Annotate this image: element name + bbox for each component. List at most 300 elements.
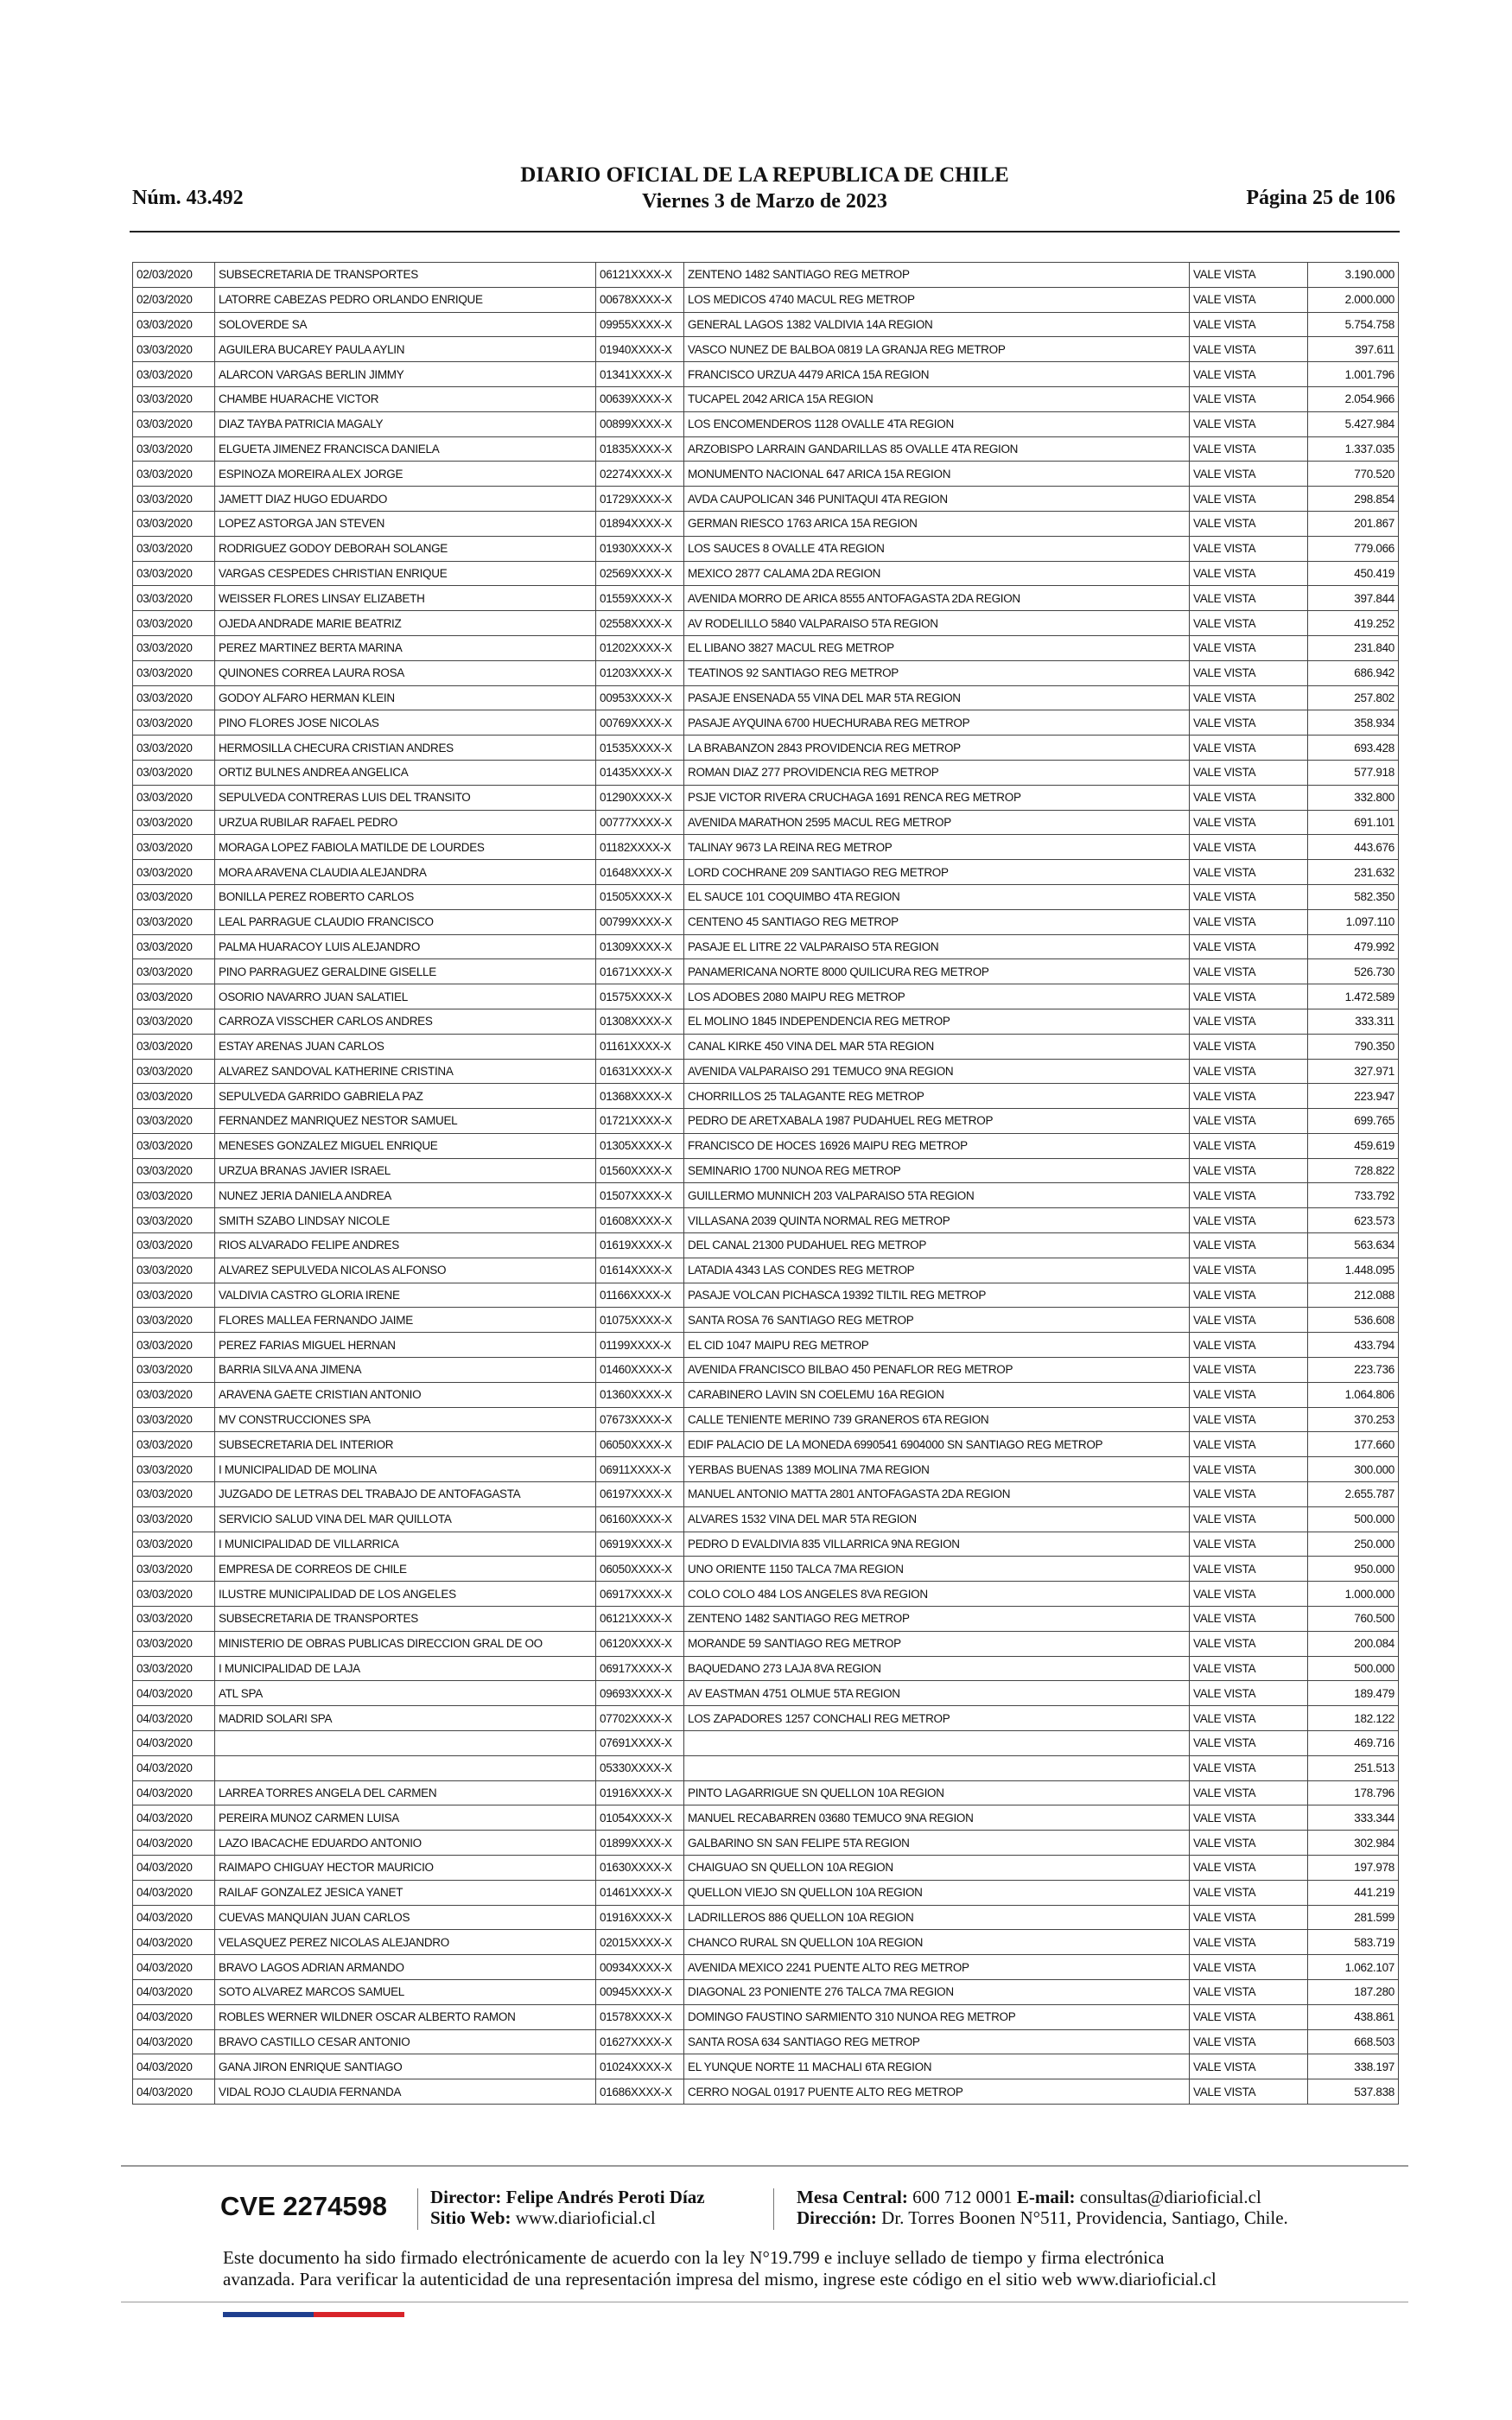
amount-cell: 443.676: [1308, 835, 1399, 860]
payment-method-cell: VALE VISTA: [1190, 835, 1308, 860]
rut-cell: 01630XXXX-X: [596, 1856, 684, 1881]
rut-cell: 01916XXXX-X: [596, 1780, 684, 1805]
table-row: [133, 1631, 1399, 1656]
payment-method-cell: VALE VISTA: [1190, 1532, 1308, 1557]
payments-table-body: [133, 263, 1399, 2105]
director-name: Felipe Andrés Peroti Díaz: [505, 2187, 705, 2207]
address-cell: MANUEL ANTONIO MATTA 2801 ANTOFAGASTA 2DA REGION: [684, 1482, 1190, 1507]
table-row: [133, 736, 1399, 761]
payment-method-cell: VALE VISTA: [1190, 959, 1308, 984]
table-row: [133, 611, 1399, 636]
rut-cell: 06919XXXX-X: [596, 1532, 684, 1557]
amount-cell: 950.000: [1308, 1557, 1399, 1582]
amount-cell: 450.419: [1308, 561, 1399, 586]
payment-method-cell: VALE VISTA: [1190, 287, 1308, 312]
payee-cell: MORAGA LOPEZ FABIOLA MATILDE DE LOURDES: [215, 835, 596, 860]
date-cell: 03/03/2020: [133, 1109, 215, 1134]
payee-cell: ELGUETA JIMENEZ FRANCISCA DANIELA: [215, 436, 596, 462]
amount-cell: 770.520: [1308, 462, 1399, 487]
payee-cell: LOPEZ ASTORGA JAN STEVEN: [215, 511, 596, 536]
address-cell: DEL CANAL 21300 PUDAHUEL REG METROP: [684, 1233, 1190, 1258]
payee-cell: ATL SPA: [215, 1681, 596, 1706]
address-cell: TEATINOS 92 SANTIAGO REG METROP: [684, 660, 1190, 685]
rut-cell: 01721XXXX-X: [596, 1109, 684, 1134]
rut-cell: 01614XXXX-X: [596, 1258, 684, 1283]
payment-method-cell: VALE VISTA: [1190, 1258, 1308, 1283]
footer-separator: [773, 2188, 774, 2230]
address-cell: TUCAPEL 2042 ARICA 15A REGION: [684, 386, 1190, 411]
date-cell: 03/03/2020: [133, 1656, 215, 1681]
payee-cell: PINO PARRAGUEZ GERALDINE GISELLE: [215, 959, 596, 984]
amount-cell: 536.608: [1308, 1308, 1399, 1333]
email-label: E-mail:: [1016, 2187, 1076, 2207]
address-cell: CHORRILLOS 25 TALAGANTE REG METROP: [684, 1084, 1190, 1109]
amount-cell: 1.000.000: [1308, 1582, 1399, 1607]
table-row: [133, 1034, 1399, 1059]
amount-cell: 1.337.035: [1308, 436, 1399, 462]
table-row: [133, 362, 1399, 387]
table-row: [133, 312, 1399, 337]
payee-cell: I MUNICIPALIDAD DE MOLINA: [215, 1457, 596, 1482]
address-cell: GENERAL LAGOS 1382 VALDIVIA 14A REGION: [684, 312, 1190, 337]
payment-method-cell: VALE VISTA: [1190, 611, 1308, 636]
table-row: [133, 710, 1399, 736]
table-row: [133, 1333, 1399, 1358]
rut-cell: 07702XXXX-X: [596, 1706, 684, 1731]
payee-cell: ALARCON VARGAS BERLIN JIMMY: [215, 362, 596, 387]
amount-cell: 397.611: [1308, 337, 1399, 362]
rut-cell: 00953XXXX-X: [596, 685, 684, 710]
address-cell: MORANDE 59 SANTIAGO REG METROP: [684, 1631, 1190, 1656]
address-cell: CALLE TENIENTE MERINO 739 GRANEROS 6TA REGION: [684, 1407, 1190, 1432]
amount-cell: 1.001.796: [1308, 362, 1399, 387]
date-cell: 04/03/2020: [133, 1856, 215, 1881]
amount-cell: 419.252: [1308, 611, 1399, 636]
rut-cell: 06911XXXX-X: [596, 1457, 684, 1482]
cve-code: CVE 2274598: [220, 2191, 388, 2221]
date-cell: 03/03/2020: [133, 1582, 215, 1607]
rut-cell: 01560XXXX-X: [596, 1158, 684, 1183]
payment-method-cell: VALE VISTA: [1190, 1631, 1308, 1656]
payment-method-cell: VALE VISTA: [1190, 1706, 1308, 1731]
date-cell: 03/03/2020: [133, 909, 215, 934]
payee-cell: SEPULVEDA GARRIDO GABRIELA PAZ: [215, 1084, 596, 1109]
payee-cell: RAIMAPO CHIGUAY HECTOR MAURICIO: [215, 1856, 596, 1881]
address-cell: SANTA ROSA 634 SANTIAGO REG METROP: [684, 2029, 1190, 2054]
rut-cell: 01054XXXX-X: [596, 1805, 684, 1831]
payments-table: [132, 262, 1399, 2105]
date-cell: 03/03/2020: [133, 462, 215, 487]
table-row: [133, 1482, 1399, 1507]
payment-method-cell: VALE VISTA: [1190, 909, 1308, 934]
rut-cell: 06197XXXX-X: [596, 1482, 684, 1507]
address-value: Dr. Torres Boonen N°511, Providencia, Santiago, Chile.: [881, 2207, 1288, 2228]
date-cell: 04/03/2020: [133, 1979, 215, 2004]
payee-cell: VALDIVIA CASTRO GLORIA IRENE: [215, 1283, 596, 1308]
table-row: [133, 860, 1399, 885]
date-cell: 03/03/2020: [133, 1482, 215, 1507]
amount-cell: 790.350: [1308, 1034, 1399, 1059]
address-cell: PEDRO DE ARETXABALA 1987 PUDAHUEL REG METROP: [684, 1109, 1190, 1134]
date-cell: 03/03/2020: [133, 1432, 215, 1457]
payee-cell: BRAVO LAGOS ADRIAN ARMANDO: [215, 1955, 596, 1980]
amount-cell: 231.840: [1308, 635, 1399, 660]
amount-cell: 2.054.966: [1308, 386, 1399, 411]
payment-method-cell: VALE VISTA: [1190, 1506, 1308, 1532]
date-cell: 04/03/2020: [133, 1955, 215, 1980]
amount-cell: 302.984: [1308, 1831, 1399, 1856]
payment-method-cell: VALE VISTA: [1190, 511, 1308, 536]
contact-info: [797, 2187, 1288, 2228]
amount-cell: 300.000: [1308, 1457, 1399, 1482]
rut-cell: 01460XXXX-X: [596, 1358, 684, 1383]
payee-cell: MV CONSTRUCCIONES SPA: [215, 1407, 596, 1432]
date-cell: 03/03/2020: [133, 1158, 215, 1183]
rut-cell: 01505XXXX-X: [596, 884, 684, 909]
address-cell: FRANCISCO URZUA 4479 ARICA 15A REGION: [684, 362, 1190, 387]
phone-number: 600 712 0001: [912, 2187, 1013, 2207]
date-cell: 03/03/2020: [133, 1233, 215, 1258]
payee-cell: SEPULVEDA CONTRERAS LUIS DEL TRANSITO: [215, 785, 596, 810]
payee-cell: ILUSTRE MUNICIPALIDAD DE LOS ANGELES: [215, 1582, 596, 1607]
payee-cell: HERMOSILLA CHECURA CRISTIAN ANDRES: [215, 736, 596, 761]
rut-cell: 01435XXXX-X: [596, 760, 684, 785]
amount-cell: 212.088: [1308, 1283, 1399, 1308]
address-cell: MEXICO 2877 CALAMA 2DA REGION: [684, 561, 1190, 586]
amount-cell: 479.992: [1308, 934, 1399, 959]
rut-cell: 01899XXXX-X: [596, 1831, 684, 1856]
date-cell: 03/03/2020: [133, 860, 215, 885]
payment-method-cell: VALE VISTA: [1190, 1382, 1308, 1407]
payment-method-cell: VALE VISTA: [1190, 462, 1308, 487]
amount-cell: 397.844: [1308, 586, 1399, 611]
payee-cell: [215, 1731, 596, 1756]
payment-method-cell: VALE VISTA: [1190, 386, 1308, 411]
amount-cell: 583.719: [1308, 1930, 1399, 1955]
address-cell: PASAJE VOLCAN PICHASCA 19392 TILTIL REG METROP: [684, 1283, 1190, 1308]
table-row: [133, 2004, 1399, 2029]
payee-cell: SUBSECRETARIA DE TRANSPORTES: [215, 263, 596, 288]
payee-cell: URZUA RUBILAR RAFAEL PEDRO: [215, 810, 596, 835]
address-cell: AVENIDA MORRO DE ARICA 8555 ANTOFAGASTA 2DA REGION: [684, 586, 1190, 611]
table-row: [133, 810, 1399, 835]
payee-cell: NUNEZ JERIA DANIELA ANDREA: [215, 1183, 596, 1208]
payment-method-cell: VALE VISTA: [1190, 1308, 1308, 1333]
payment-method-cell: VALE VISTA: [1190, 337, 1308, 362]
address-cell: EDIF PALACIO DE LA MONEDA 6990541 6904000 SN SANTIAGO REG METROP: [684, 1432, 1190, 1457]
payment-method-cell: VALE VISTA: [1190, 1208, 1308, 1233]
table-row: [133, 1059, 1399, 1084]
payee-cell: VELASQUEZ PEREZ NICOLAS ALEJANDRO: [215, 1930, 596, 1955]
date-cell: 03/03/2020: [133, 586, 215, 611]
rut-cell: 09955XXXX-X: [596, 312, 684, 337]
address-cell: AV EASTMAN 4751 OLMUE 5TA REGION: [684, 1681, 1190, 1706]
payee-cell: DIAZ TAYBA PATRICIA MAGALY: [215, 411, 596, 436]
rut-cell: 01575XXXX-X: [596, 984, 684, 1009]
email-link[interactable]: consultas@diarioficial.cl: [1079, 2187, 1261, 2207]
table-row: [133, 835, 1399, 860]
address-cell: CANAL KIRKE 450 VINA DEL MAR 5TA REGION: [684, 1034, 1190, 1059]
table-row: [133, 337, 1399, 362]
date-cell: 03/03/2020: [133, 1208, 215, 1233]
payee-cell: QUINONES CORREA LAURA ROSA: [215, 660, 596, 685]
date-cell: 03/03/2020: [133, 835, 215, 860]
rut-cell: 01631XXXX-X: [596, 1059, 684, 1084]
payment-method-cell: VALE VISTA: [1190, 1183, 1308, 1208]
table-row: [133, 959, 1399, 984]
page-header: [130, 162, 1400, 223]
address-cell: LOS SAUCES 8 OVALLE 4TA REGION: [684, 536, 1190, 561]
date-cell: 04/03/2020: [133, 1831, 215, 1856]
address-cell: UNO ORIENTE 1150 TALCA 7MA REGION: [684, 1557, 1190, 1582]
date-cell: 04/03/2020: [133, 1681, 215, 1706]
payee-cell: [215, 1755, 596, 1780]
amount-cell: 370.253: [1308, 1407, 1399, 1432]
payment-method-cell: VALE VISTA: [1190, 1283, 1308, 1308]
payment-method-cell: VALE VISTA: [1190, 411, 1308, 436]
payee-cell: PEREZ FARIAS MIGUEL HERNAN: [215, 1333, 596, 1358]
amount-cell: 223.947: [1308, 1084, 1399, 1109]
rut-cell: 01308XXXX-X: [596, 1009, 684, 1034]
address-cell: AVENIDA FRANCISCO BILBAO 450 PENAFLOR REG METROP: [684, 1358, 1190, 1383]
payee-cell: VIDAL ROJO CLAUDIA FERNANDA: [215, 2079, 596, 2105]
date-cell: 04/03/2020: [133, 2054, 215, 2079]
address-cell: DIAGONAL 23 PONIENTE 276 TALCA 7MA REGION: [684, 1979, 1190, 2004]
rut-cell: 01075XXXX-X: [596, 1308, 684, 1333]
rut-cell: 02015XXXX-X: [596, 1930, 684, 1955]
amount-cell: 338.197: [1308, 2054, 1399, 2079]
address-cell: EL SAUCE 101 COQUIMBO 4TA REGION: [684, 884, 1190, 909]
date-cell: 03/03/2020: [133, 536, 215, 561]
rut-cell: 01559XXXX-X: [596, 586, 684, 611]
payee-cell: EMPRESA DE CORREOS DE CHILE: [215, 1557, 596, 1582]
amount-cell: 686.942: [1308, 660, 1399, 685]
address-cell: AVENIDA VALPARAISO 291 TEMUCO 9NA REGION: [684, 1059, 1190, 1084]
date-cell: 03/03/2020: [133, 1133, 215, 1158]
table-row: [133, 561, 1399, 586]
rut-cell: 01182XXXX-X: [596, 835, 684, 860]
address-cell: LORD COCHRANE 209 SANTIAGO REG METROP: [684, 860, 1190, 885]
table-row: [133, 287, 1399, 312]
address-cell: EL YUNQUE NORTE 11 MACHALI 6TA REGION: [684, 2054, 1190, 2079]
amount-cell: 333.344: [1308, 1805, 1399, 1831]
payee-cell: MADRID SOLARI SPA: [215, 1706, 596, 1731]
issue-number: Núm. 43.492: [132, 187, 244, 209]
payment-method-cell: VALE VISTA: [1190, 736, 1308, 761]
payee-cell: BONILLA PEREZ ROBERTO CARLOS: [215, 884, 596, 909]
table-row: [133, 1084, 1399, 1109]
rut-cell: 01619XXXX-X: [596, 1233, 684, 1258]
date-cell: 03/03/2020: [133, 685, 215, 710]
address-cell: MANUEL RECABARREN 03680 TEMUCO 9NA REGION: [684, 1805, 1190, 1831]
payment-method-cell: VALE VISTA: [1190, 1880, 1308, 1905]
table-row: [133, 1880, 1399, 1905]
date-cell: 03/03/2020: [133, 1333, 215, 1358]
payee-cell: BRAVO CASTILLO CESAR ANTONIO: [215, 2029, 596, 2054]
rut-cell: 01507XXXX-X: [596, 1183, 684, 1208]
table-row: [133, 1158, 1399, 1183]
publication-title: DIARIO OFICIAL DE LA REPUBLICA DE CHILE: [520, 163, 1009, 187]
payee-cell: ESPINOZA MOREIRA ALEX JORGE: [215, 462, 596, 487]
rut-cell: 06917XXXX-X: [596, 1582, 684, 1607]
payment-method-cell: VALE VISTA: [1190, 1557, 1308, 1582]
date-cell: 03/03/2020: [133, 1457, 215, 1482]
date-cell: 03/03/2020: [133, 561, 215, 586]
date-cell: 03/03/2020: [133, 1557, 215, 1582]
date-cell: 03/03/2020: [133, 760, 215, 785]
address-cell: [684, 1755, 1190, 1780]
date-cell: 03/03/2020: [133, 1631, 215, 1656]
director-info: [430, 2187, 705, 2228]
amount-cell: 500.000: [1308, 1506, 1399, 1532]
date-cell: 03/03/2020: [133, 884, 215, 909]
flag-stripe-red: [314, 2312, 404, 2317]
date-cell: 03/03/2020: [133, 1382, 215, 1407]
amount-cell: 358.934: [1308, 710, 1399, 736]
payee-cell: SUBSECRETARIA DE TRANSPORTES: [215, 1607, 596, 1632]
date-cell: 04/03/2020: [133, 1755, 215, 1780]
payment-method-cell: VALE VISTA: [1190, 660, 1308, 685]
table-row: [133, 2054, 1399, 2079]
rut-cell: 01940XXXX-X: [596, 337, 684, 362]
website-label: Sitio Web:: [430, 2207, 511, 2228]
table-row: [133, 1432, 1399, 1457]
rut-cell: 01648XXXX-X: [596, 860, 684, 885]
amount-cell: 2.655.787: [1308, 1482, 1399, 1507]
legal-notice-line: avanzada. Para verificar la autenticidad de una representación impresa del mismo, ingrese este código en el sitio web www.diarioficial.cl: [223, 2269, 1217, 2289]
address-cell: FRANCISCO DE HOCES 16926 MAIPU REG METROP: [684, 1133, 1190, 1158]
address-cell: DOMINGO FAUSTINO SARMIENTO 310 NUNOA REG METROP: [684, 2004, 1190, 2029]
table-row: [133, 1109, 1399, 1134]
flag-stripe-blue: [223, 2312, 314, 2317]
table-row: [133, 1780, 1399, 1805]
address-cell: AVENIDA MEXICO 2241 PUENTE ALTO REG METROP: [684, 1955, 1190, 1980]
payment-method-cell: VALE VISTA: [1190, 1407, 1308, 1432]
address-cell: ARZOBISPO LARRAIN GANDARILLAS 85 OVALLE 4TA REGION: [684, 436, 1190, 462]
address-cell: PINTO LAGARRIGUE SN QUELLON 10A REGION: [684, 1780, 1190, 1805]
date-cell: 03/03/2020: [133, 1183, 215, 1208]
payment-method-cell: VALE VISTA: [1190, 1432, 1308, 1457]
website-link[interactable]: www.diarioficial.cl: [515, 2207, 656, 2228]
date-cell: 03/03/2020: [133, 337, 215, 362]
date-cell: 04/03/2020: [133, 1805, 215, 1831]
payment-method-cell: VALE VISTA: [1190, 1780, 1308, 1805]
rut-cell: 06917XXXX-X: [596, 1656, 684, 1681]
table-row: [133, 1805, 1399, 1831]
amount-cell: 699.765: [1308, 1109, 1399, 1134]
payment-method-cell: VALE VISTA: [1190, 1133, 1308, 1158]
rut-cell: 00899XXXX-X: [596, 411, 684, 436]
table-row: [133, 2079, 1399, 2105]
date-cell: 03/03/2020: [133, 1308, 215, 1333]
amount-cell: 433.794: [1308, 1333, 1399, 1358]
table-row: [133, 984, 1399, 1009]
payee-cell: URZUA BRANAS JAVIER ISRAEL: [215, 1158, 596, 1183]
payee-cell: GODOY ALFARO HERMAN KLEIN: [215, 685, 596, 710]
table-row: [133, 1681, 1399, 1706]
address-cell: ZENTENO 1482 SANTIAGO REG METROP: [684, 1607, 1190, 1632]
amount-cell: 1.064.806: [1308, 1382, 1399, 1407]
payee-cell: LATORRE CABEZAS PEDRO ORLANDO ENRIQUE: [215, 287, 596, 312]
date-cell: 03/03/2020: [133, 1084, 215, 1109]
address-cell: CERRO NOGAL 01917 PUENTE ALTO REG METROP: [684, 2079, 1190, 2105]
table-row: [133, 1382, 1399, 1407]
rut-cell: 00934XXXX-X: [596, 1955, 684, 1980]
table-row: [133, 909, 1399, 934]
table-row: [133, 1706, 1399, 1731]
payment-method-cell: VALE VISTA: [1190, 2029, 1308, 2054]
payee-cell: JUZGADO DE LETRAS DEL TRABAJO DE ANTOFAGASTA: [215, 1482, 596, 1507]
amount-cell: 733.792: [1308, 1183, 1399, 1208]
date-cell: 03/03/2020: [133, 810, 215, 835]
amount-cell: 250.000: [1308, 1532, 1399, 1557]
rut-cell: 01202XXXX-X: [596, 635, 684, 660]
table-row: [133, 1955, 1399, 1980]
amount-cell: 668.503: [1308, 2029, 1399, 2054]
payment-method-cell: VALE VISTA: [1190, 1731, 1308, 1756]
table-row: [133, 1557, 1399, 1582]
date-cell: 03/03/2020: [133, 1258, 215, 1283]
table-row: [133, 511, 1399, 536]
payment-method-cell: VALE VISTA: [1190, 1482, 1308, 1507]
date-cell: 04/03/2020: [133, 1706, 215, 1731]
table-row: [133, 1283, 1399, 1308]
table-row: [133, 2029, 1399, 2054]
rut-cell: 01535XXXX-X: [596, 736, 684, 761]
table-row: [133, 1208, 1399, 1233]
payment-method-cell: VALE VISTA: [1190, 1233, 1308, 1258]
rut-cell: 01166XXXX-X: [596, 1283, 684, 1308]
footer-divider-top: [121, 2165, 1408, 2167]
table-row: [133, 1656, 1399, 1681]
rut-cell: 07691XXXX-X: [596, 1731, 684, 1756]
payment-method-cell: VALE VISTA: [1190, 1905, 1308, 1930]
payee-cell: ALVAREZ SANDOVAL KATHERINE CRISTINA: [215, 1059, 596, 1084]
table-row: [133, 1532, 1399, 1557]
amount-cell: 459.619: [1308, 1133, 1399, 1158]
rut-cell: 00777XXXX-X: [596, 810, 684, 835]
address-cell: ALVARES 1532 VINA DEL MAR 5TA REGION: [684, 1506, 1190, 1532]
header-divider: [130, 231, 1400, 232]
address-cell: TALINAY 9673 LA REINA REG METROP: [684, 835, 1190, 860]
date-cell: 04/03/2020: [133, 2004, 215, 2029]
amount-cell: 187.280: [1308, 1979, 1399, 2004]
date-cell: 03/03/2020: [133, 386, 215, 411]
payee-cell: I MUNICIPALIDAD DE VILLARRICA: [215, 1532, 596, 1557]
table-row: [133, 436, 1399, 462]
date-cell: 03/03/2020: [133, 411, 215, 436]
payee-cell: ROBLES WERNER WILDNER OSCAR ALBERTO RAMON: [215, 2004, 596, 2029]
amount-cell: 178.796: [1308, 1780, 1399, 1805]
legal-notice: [223, 2247, 1312, 2290]
address-cell: PASAJE EL LITRE 22 VALPARAISO 5TA REGION: [684, 934, 1190, 959]
address-cell: GALBARINO SN SAN FELIPE 5TA REGION: [684, 1831, 1190, 1856]
address-cell: [684, 1731, 1190, 1756]
amount-cell: 691.101: [1308, 810, 1399, 835]
address-cell: LOS ADOBES 2080 MAIPU REG METROP: [684, 984, 1190, 1009]
payee-cell: FLORES MALLEA FERNANDO JAIME: [215, 1308, 596, 1333]
payment-method-cell: VALE VISTA: [1190, 1607, 1308, 1632]
date-cell: 03/03/2020: [133, 635, 215, 660]
table-row: [133, 487, 1399, 512]
rut-cell: 01686XXXX-X: [596, 2079, 684, 2105]
table-row: [133, 1831, 1399, 1856]
payee-cell: SOLOVERDE SA: [215, 312, 596, 337]
date-cell: 03/03/2020: [133, 785, 215, 810]
payment-method-cell: VALE VISTA: [1190, 561, 1308, 586]
date-cell: 03/03/2020: [133, 1009, 215, 1034]
publication-date: Viernes 3 de Marzo de 2023: [642, 190, 887, 213]
